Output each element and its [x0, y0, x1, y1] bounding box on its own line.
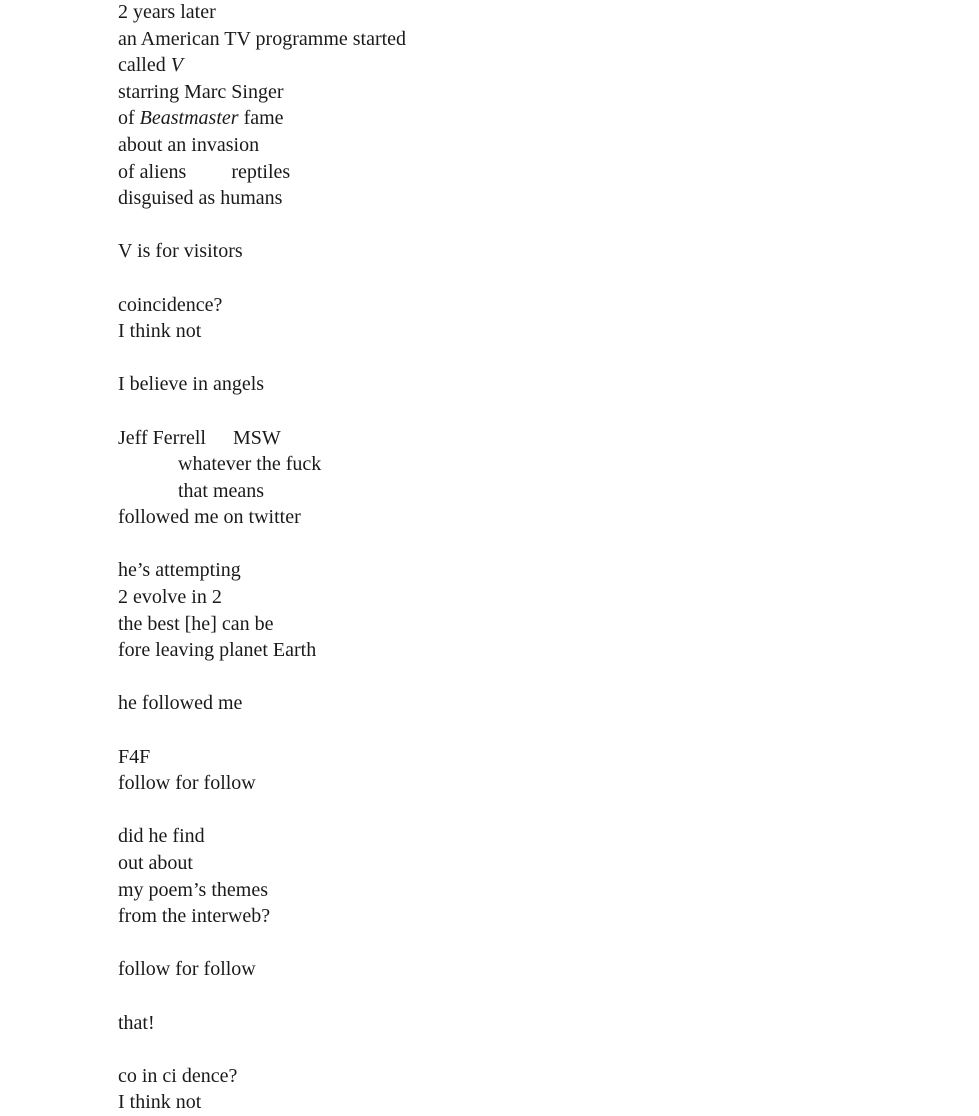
poem-text: of	[118, 107, 140, 130]
stanza-break	[118, 531, 406, 558]
poem-line: followed me on twitter	[118, 506, 301, 529]
poem-line: that means	[178, 479, 265, 502]
poem-line: F4F	[118, 745, 151, 768]
poem-line: from the interweb?	[118, 905, 271, 928]
stanza-break	[118, 664, 406, 691]
poem-line: fore leaving planet Earth	[118, 639, 317, 662]
poem-line	[118, 159, 406, 186]
stanza-break	[118, 1036, 406, 1063]
poem-body	[118, 0, 406, 1116]
poem-line: starring Marc Singer	[118, 80, 284, 103]
poem-line: whatever the fuck	[178, 453, 322, 476]
poem-line: he’s attempting	[118, 559, 241, 582]
stanza-break	[118, 265, 406, 292]
poem-line: follow for follow	[118, 958, 256, 981]
poem-line: an American TV programme started	[118, 27, 407, 50]
poem-line: V is for visitors	[118, 240, 243, 263]
poem-italic-text: V	[170, 54, 183, 77]
poem-line: about an invasion	[118, 133, 260, 156]
poem-line: that!	[118, 1011, 155, 1034]
stanza-break	[118, 345, 406, 372]
poem-line: coincidence?	[118, 293, 223, 316]
poem-line: the best [he] can be	[118, 612, 274, 635]
stanza-break	[118, 212, 406, 239]
poem-line: did he find	[118, 825, 205, 848]
stanza-break	[118, 398, 406, 425]
poem-text: fame	[238, 107, 284, 130]
poem-text: MSW	[232, 426, 281, 449]
poem-line: follow for follow	[118, 772, 256, 795]
poem-line: he followed me	[118, 692, 243, 715]
poem-line: 2 evolve in 2	[118, 586, 222, 609]
poem-line: out about	[118, 852, 193, 874]
poem-line: co in ci dence?	[118, 1064, 238, 1087]
stanza-break	[118, 930, 406, 957]
poem-text: Jeff Ferrell	[118, 426, 206, 449]
poem-text: reptiles	[231, 160, 291, 183]
poem-text: of aliens	[118, 160, 187, 183]
poem-italic-text: Beastmaster	[139, 107, 239, 130]
poem-line	[118, 105, 406, 132]
poem-line: I think not	[118, 320, 202, 343]
poem-line: I think not	[118, 1091, 202, 1114]
stanza-break	[118, 717, 406, 744]
poem-line: I believe in angels	[118, 373, 265, 396]
poem-line: my poem’s themes	[118, 878, 268, 901]
poem-line	[118, 52, 406, 79]
stanza-break	[118, 983, 406, 1010]
poem-line: disguised as humans	[118, 187, 283, 210]
poem-line: 2 years later	[118, 1, 216, 23]
poem-line	[118, 425, 406, 452]
stanza-break	[118, 797, 406, 824]
poem-text: called	[118, 54, 171, 77]
